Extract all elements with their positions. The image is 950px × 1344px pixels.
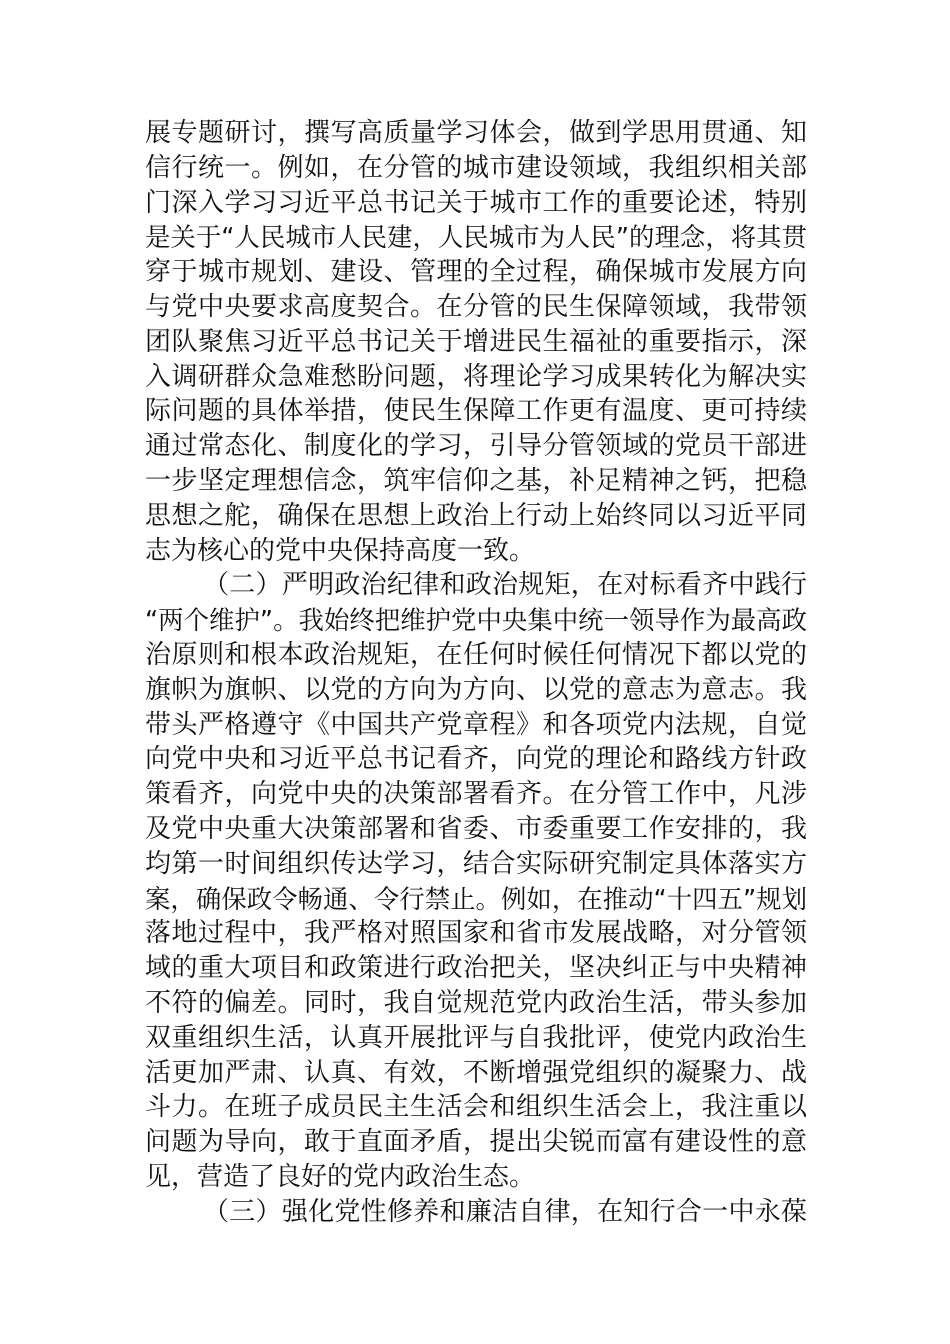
text-line: 均第一时间组织传达学习，结合实际研究制定具体落实方 — [145, 848, 807, 879]
text-line: 与党中央要求高度契合。在分管的民生保障领域，我带领 — [145, 291, 807, 322]
paragraph-end-line: 见，营造了良好的党内政治生态。 — [145, 1161, 536, 1192]
text-line: 域的重大项目和政策进行政治把关，坚决纠正与中央精神 — [145, 953, 807, 984]
text-line: 不符的偏差。同时，我自觉规范党内政治生活，带头参加 — [145, 987, 807, 1018]
text-line: 信行统一。例如，在分管的城市建设领域，我组织相关部 — [145, 152, 807, 183]
text-line: 及党中央重大决策部署和省委、市委重要工作安排的，我 — [145, 813, 807, 844]
text-line: 团队聚焦习近平总书记关于增进民生福祉的重要指示，深 — [145, 326, 807, 357]
text-line: 向党中央和习近平总书记看齐，向党的理论和路线方针政 — [145, 744, 807, 775]
text-line: 入调研群众急难愁盼问题，将理论学习成果转化为解决实 — [145, 361, 807, 392]
text-line: 旗帜为旗帜、以党的方向为方向、以党的意志为意志。我 — [145, 674, 807, 705]
paragraph-end-line: 志为核心的党中央保持高度一致。 — [145, 535, 536, 566]
text-line: 斗力。在班子成员民主生活会和组织生活会上，我注重以 — [145, 1092, 807, 1123]
text-line: 双重组织生活，认真开展批评与自我批评，使党内政治生 — [145, 1022, 807, 1053]
text-line: 际问题的具体举措，使民生保障工作更有温度、更可持续 — [145, 396, 807, 427]
text-line: 策看齐，向党中央的决策部署看齐。在分管工作中，凡涉 — [145, 779, 807, 810]
section-heading-line: （三）强化党性修养和廉洁自律，在知行合一中永葆 — [203, 1196, 807, 1227]
text-line: 案，确保政令畅通、令行禁止。例如，在推动“十四五”规划 — [145, 883, 807, 914]
text-line: 落地过程中，我严格对照国家和省市发展战略，对分管领 — [145, 918, 807, 949]
text-line: 带头严格遵守《中国共产党章程》和各项党内法规，自觉 — [145, 709, 807, 740]
text-line: “两个维护”。我始终把维护党中央集中统一领导作为最高政 — [145, 605, 807, 636]
text-line: 活更加严肃、认真、有效，不断增强党组织的凝聚力、战 — [145, 1057, 807, 1088]
text-line: 问题为导向，敢于直面矛盾，提出尖锐而富有建设性的意 — [145, 1127, 807, 1158]
text-line: 是关于“人民城市人民建，人民城市为人民”的理念，将其贯 — [145, 222, 807, 253]
text-line: 穿于城市规划、建设、管理的全过程，确保城市发展方向 — [145, 257, 807, 288]
text-line: 治原则和根本政治规矩，在任何时候任何情况下都以党的 — [145, 639, 807, 670]
text-line: 展专题研讨，撰写高质量学习体会，做到学思用贯通、知 — [145, 118, 807, 148]
text-line: 思想之舵，确保在思想上政治上行动上始终同以习近平同 — [145, 500, 807, 531]
text-line: 门深入学习习近平总书记关于城市工作的重要论述，特别 — [145, 187, 807, 218]
text-line: 一步坚定理想信念，筑牢信仰之基，补足精神之钙，把稳 — [145, 465, 807, 496]
section-heading-line: （二）严明政治纪律和政治规矩，在对标看齐中践行 — [203, 570, 807, 601]
document-body-text — [145, 116, 807, 1230]
text-line: 通过常态化、制度化的学习，引导分管领域的党员干部进 — [145, 431, 807, 462]
